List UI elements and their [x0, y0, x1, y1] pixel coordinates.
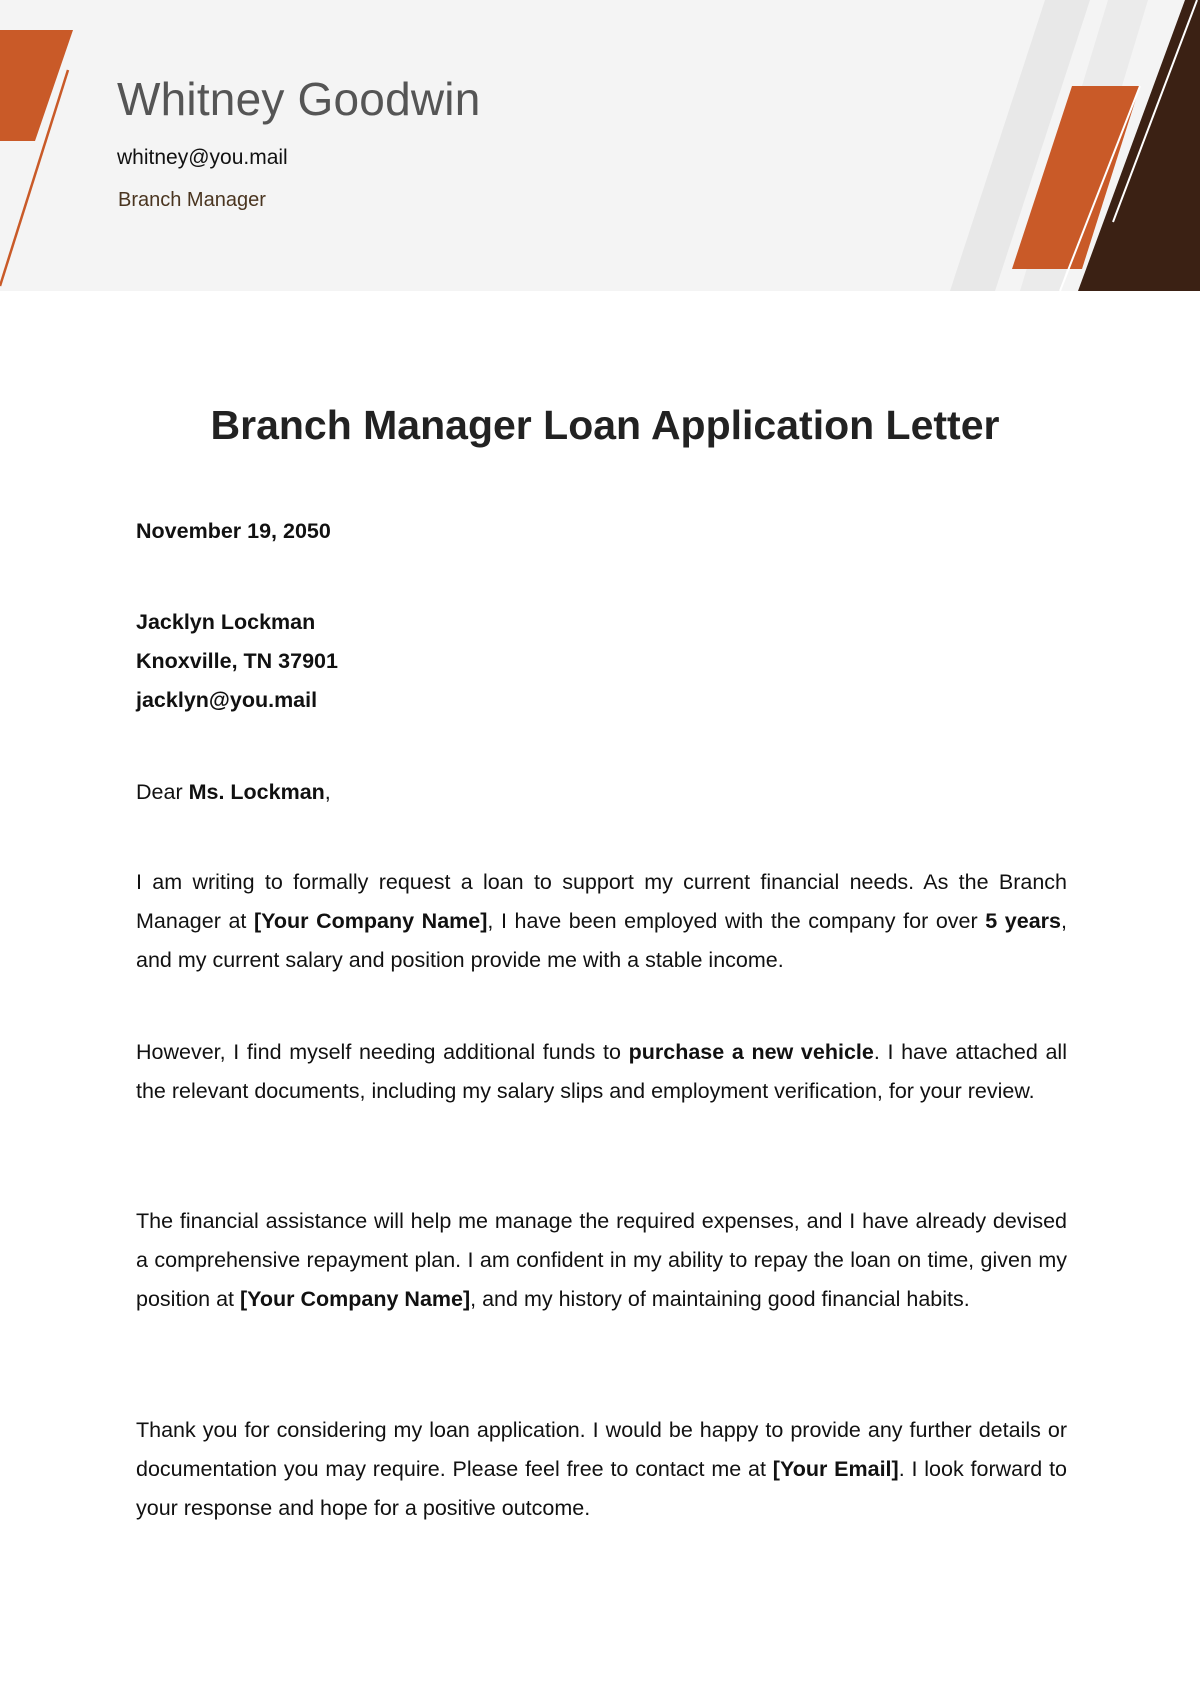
salutation — [136, 773, 1067, 812]
body-paragraph-3 — [136, 1202, 1067, 1319]
body-paragraph-4 — [136, 1411, 1067, 1528]
letter-title: Branch Manager Loan Application Letter — [210, 402, 1000, 448]
salutation-prefix: Dear — [136, 780, 189, 804]
p1-years: 5 years — [985, 909, 1061, 933]
salutation-suffix: , — [324, 780, 331, 804]
recipient-name: Jacklyn Lockman — [136, 610, 316, 634]
p1-company-placeholder: [Your Company Name] — [253, 909, 488, 933]
p1-text-2: , I have been employed with the company for over — [487, 909, 986, 933]
p1-text-1: I am writing to formally request a loan to support my current financial needs. As the Branch Manager at — [136, 870, 1067, 933]
recipient-block — [136, 603, 1067, 720]
salutation-name: Ms. Lockman — [188, 780, 325, 804]
p4-email-placeholder: [Your Email] — [772, 1457, 899, 1481]
body-paragraph-2 — [136, 1033, 1067, 1111]
recipient-email: jacklyn@you.mail — [136, 688, 318, 712]
p4-text-2: . I look forward to your response and hope for a positive outcome. — [136, 1457, 1067, 1520]
p2-text-1: However, I find myself needing additional funds to — [136, 1040, 629, 1064]
p2-purpose: purchase a new vehicle — [628, 1040, 874, 1064]
recipient-city: Knoxville, TN 37901 — [136, 649, 338, 673]
p3-text-2: , and my history of maintaining good financial habits. — [470, 1287, 970, 1311]
body-paragraph-1 — [136, 863, 1067, 980]
p2-text-2: . I have attached all the relevant documents, including my salary slips and employment verification, for your review. — [136, 1040, 1067, 1103]
p3-company-placeholder: [Your Company Name] — [239, 1287, 471, 1311]
sender-role: Branch Manager — [118, 189, 266, 211]
letter-date: November 19, 2050 — [136, 519, 331, 543]
p1-text-3: , and my current salary and position provide me with a stable income. — [136, 909, 1067, 972]
letterhead — [0, 0, 1200, 291]
p4-text-1: Thank you for considering my loan application. I would be happy to provide any further details or documentation you may require. Please feel free to contact me at — [136, 1418, 1067, 1481]
sender-email: whitney@you.mail — [117, 146, 288, 169]
sender-name: Whitney Goodwin — [117, 73, 481, 125]
p3-text-1: The financial assistance will help me manage the required expenses, and I have already devised a comprehensive repayment plan. I am confident in my ability to repay the loan on time, given my position at — [136, 1209, 1067, 1311]
